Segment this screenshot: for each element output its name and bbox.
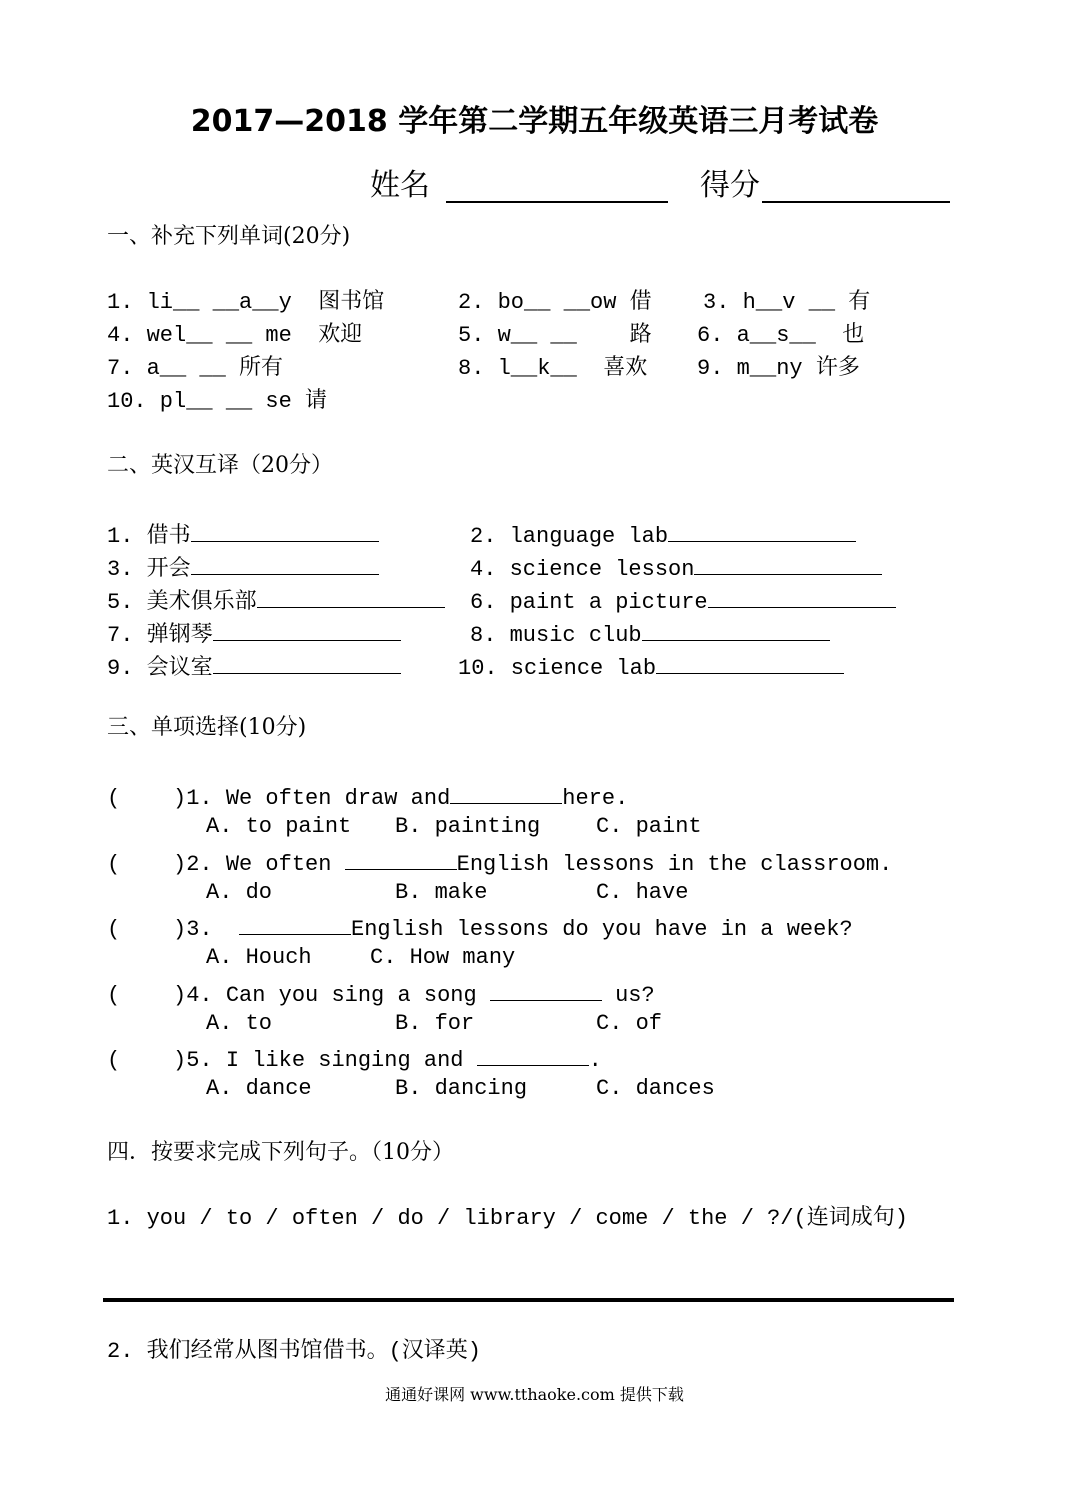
answer-blank[interactable] <box>191 521 379 542</box>
answer-blank[interactable] <box>213 620 401 641</box>
fill-word-item: 8. l__k__ 喜欢 <box>458 356 648 381</box>
options-3: A. Houch <box>206 945 312 970</box>
fill-word-item: 7. a__ __ 所有 <box>107 356 284 381</box>
options-4: C. of <box>596 1011 663 1036</box>
options-5: C. dances <box>596 1076 715 1101</box>
answer-paren[interactable]: ( ) <box>107 1048 187 1073</box>
translate-item: 6. paint a picture <box>470 587 896 614</box>
score-blank[interactable] <box>762 201 950 203</box>
translate-item: 1. 借书 <box>107 521 379 548</box>
answer-blank[interactable] <box>490 980 602 1001</box>
answer-paren[interactable]: ( ) <box>107 983 187 1008</box>
answer-blank[interactable] <box>656 653 844 674</box>
translate-item: 3. 开会 <box>107 554 379 581</box>
fill-word-item: 10. pl__ __ se 请 <box>107 389 328 414</box>
options-1: B. painting <box>395 814 541 839</box>
options-1: A. to paint <box>206 814 352 839</box>
footer-credit: 通通好课网 www.tthaoke.com 提供下载 <box>385 1385 684 1404</box>
answer-blank[interactable] <box>450 783 562 804</box>
options-4: A. to <box>206 1011 273 1036</box>
reorder-question: 1. you / to / often / do / library / come / the / ?/(连词成句) <box>107 1206 908 1231</box>
fill-word-item: 6. a__s__ 也 <box>697 323 865 348</box>
translate-item: 10. science lab <box>458 653 844 680</box>
fill-word-item: 9. m__ny 许多 <box>697 356 860 381</box>
answer-line[interactable] <box>103 1298 954 1302</box>
answer-blank[interactable] <box>668 521 856 542</box>
translate-item: 9. 会议室 <box>107 653 401 680</box>
answer-blank[interactable] <box>191 554 379 575</box>
answer-blank[interactable] <box>345 849 457 870</box>
answer-blank[interactable] <box>477 1045 589 1066</box>
translate-item: 8. music club <box>470 620 830 647</box>
answer-blank[interactable] <box>213 653 401 674</box>
answer-blank[interactable] <box>239 914 351 935</box>
question-5: ( )5. I like singing and . <box>107 1045 602 1072</box>
fill-word-item: 1. li__ __a__y 图书馆 <box>107 290 385 315</box>
options-3: C. How many <box>370 945 516 970</box>
answer-paren[interactable]: ( ) <box>107 852 187 877</box>
options-1: C. paint <box>596 814 702 839</box>
name-blank[interactable] <box>446 201 668 203</box>
name-label: 姓名 <box>370 168 430 203</box>
score-label: 得分 <box>700 168 760 203</box>
answer-blank[interactable] <box>708 587 896 608</box>
options-5: A. dance <box>206 1076 312 1101</box>
options-2: B. make <box>395 880 488 905</box>
question-1: ( )1. We often draw and here. <box>107 783 628 810</box>
question-3: ( )3. English lessons do you have in a week? <box>107 914 853 941</box>
answer-blank[interactable] <box>257 587 445 608</box>
options-2: C. have <box>596 880 689 905</box>
section2-heading: 二、英汉互译（20分） <box>107 453 333 478</box>
translate-item: 7. 弹钢琴 <box>107 620 401 647</box>
fill-word-item: 5. w__ __ 路 <box>458 323 652 348</box>
fill-word-item: 2. bo__ __ow 借 <box>458 290 652 315</box>
section1-heading: 一、补充下列单词(20分) <box>107 224 351 249</box>
answer-paren[interactable]: ( ) <box>107 917 187 942</box>
exam-title: 2017—2018 学年第二学期五年级英语三月考试卷 <box>190 104 879 139</box>
translate-item: 5. 美术俱乐部 <box>107 587 445 614</box>
fill-word-item: 4. wel__ __ me 欢迎 <box>107 323 363 348</box>
answer-blank[interactable] <box>694 554 882 575</box>
answer-paren[interactable]: ( ) <box>107 786 187 811</box>
options-4: B. for <box>395 1011 475 1036</box>
fill-word-item: 3. h__v __ 有 <box>703 290 871 315</box>
options-5: B. dancing <box>395 1076 528 1101</box>
question-4: ( )4. Can you sing a song us? <box>107 980 655 1007</box>
answer-blank[interactable] <box>642 620 830 641</box>
section4-heading: 四．按要求完成下列句子。（10分） <box>107 1140 454 1165</box>
options-2: A. do <box>206 880 273 905</box>
translate-question: 2. 我们经常从图书馆借书。(汉译英) <box>107 1339 482 1364</box>
section3-heading: 三、单项选择(10分) <box>107 715 307 740</box>
translate-item: 4. science lesson <box>470 554 882 581</box>
question-2: ( )2. We often English lessons in the classroom. <box>107 849 892 876</box>
translate-item: 2. language lab <box>470 521 856 548</box>
